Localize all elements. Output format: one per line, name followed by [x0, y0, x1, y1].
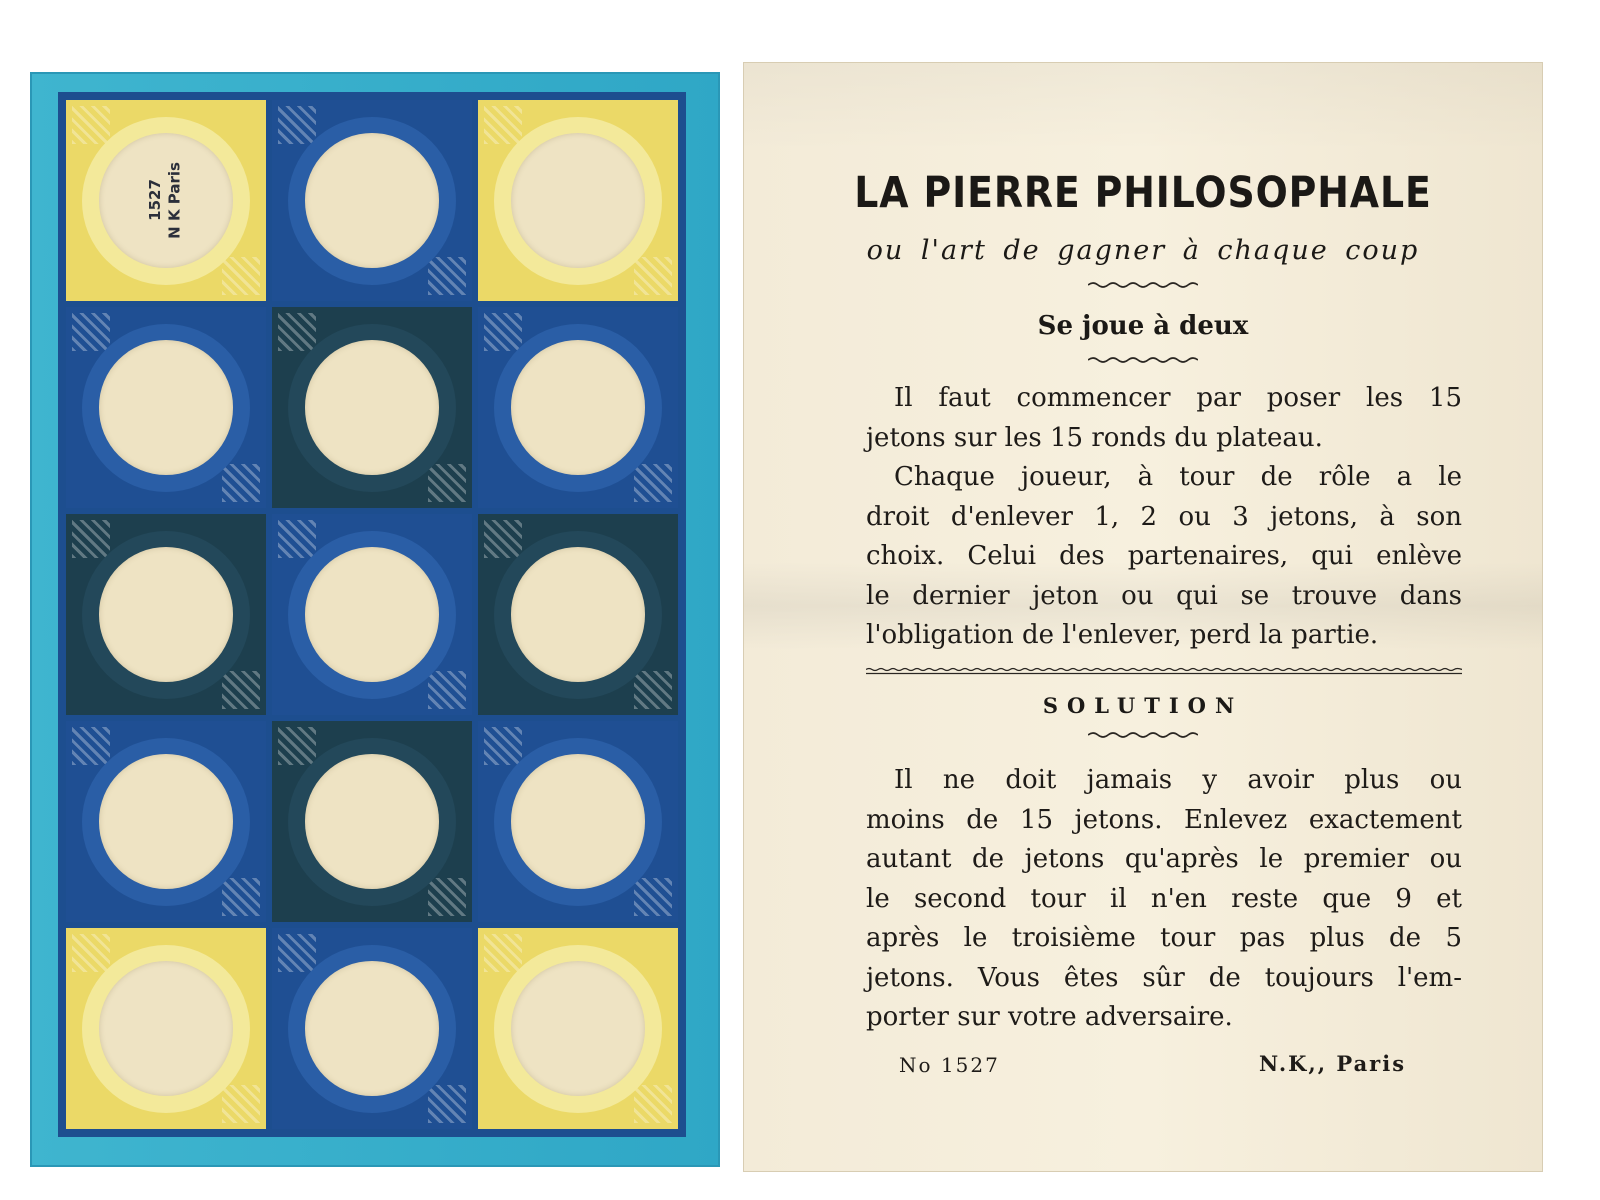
- text-line: le dernier jeton ou qui se trouve dans: [866, 580, 1462, 611]
- leaflet-title: LA PIERRE PHILOSOPHALE: [854, 168, 1432, 218]
- text-line: droit d'enlever 1, 2 ou 3 jetons, à son: [866, 501, 1462, 532]
- board-ring: [494, 531, 662, 699]
- rules-leaflet: [743, 62, 1543, 1172]
- board-ring: [494, 945, 662, 1113]
- board-ring: [82, 324, 250, 492]
- double-rule-divider: [866, 667, 1462, 675]
- board-ring: [82, 531, 250, 699]
- token-spot: [305, 340, 439, 474]
- maker-stamp: [146, 162, 185, 239]
- text-line: le second tour il n'en reste que 9 et: [866, 883, 1462, 914]
- board-cell: [66, 514, 266, 715]
- stamp-maker: N K Paris: [165, 162, 184, 239]
- text-line: après le troisième tour pas plus de 5: [866, 923, 1462, 953]
- board-cell: [478, 514, 678, 715]
- solution-text: [866, 761, 1462, 1038]
- token-spot: [511, 754, 645, 888]
- token-spot: [99, 754, 233, 888]
- text-line: autant de jetons qu'après le premier ou: [866, 844, 1462, 874]
- board-ring: [82, 117, 250, 285]
- token-spot: [511, 547, 645, 681]
- board-ring: [494, 738, 662, 906]
- text-line: porter sur votre adversaire.: [866, 1002, 1233, 1032]
- token-spot: [99, 961, 233, 1095]
- board-cell: [66, 721, 266, 922]
- token-spot: [99, 340, 233, 474]
- board-ring: [288, 117, 456, 285]
- board-cell: [272, 928, 472, 1129]
- text-line: jetons sur les 15 ronds du plateau.: [866, 422, 1323, 453]
- board-cell: [478, 928, 678, 1129]
- catalog-number: No 1527: [899, 1053, 1000, 1077]
- text-line: Il faut commencer par poser les 15: [894, 383, 1462, 413]
- token-spot: [305, 961, 439, 1095]
- board-cell: [66, 307, 266, 508]
- rules-text: [866, 379, 1462, 656]
- board-cell: [272, 721, 472, 922]
- ornament-divider: [1088, 731, 1198, 739]
- text-line: l'obligation de l'enlever, perd la partie.: [866, 620, 1379, 650]
- board-cell: [478, 307, 678, 508]
- board-ring: [288, 738, 456, 906]
- board-ring: [82, 945, 250, 1113]
- board-cell: [478, 100, 678, 301]
- ornament-divider: [1088, 281, 1198, 289]
- game-board: [58, 92, 686, 1137]
- text-line: Chaque joueur, à tour de rôle a le: [894, 462, 1462, 492]
- board-ring: [288, 324, 456, 492]
- board-cell: [66, 100, 266, 301]
- text-line: jetons. Vous êtes sûr de toujours l'em-: [866, 962, 1462, 993]
- text-line: Il ne doit jamais y avoir plus ou: [894, 765, 1462, 795]
- text-line: choix. Celui des partenaires, qui enlève: [866, 541, 1462, 571]
- text-line: moins de 15 jetons. Enlevez exactement: [866, 804, 1462, 835]
- token-spot: [99, 547, 233, 681]
- token-spot: [511, 340, 645, 474]
- leaflet-subtitle: ou l'art de gagner à chaque coup: [866, 235, 1420, 266]
- board-cell: [272, 100, 472, 301]
- token-spot: [511, 133, 645, 267]
- token-spot: [305, 754, 439, 888]
- board-ring: [494, 117, 662, 285]
- board-ring: [494, 324, 662, 492]
- token-spot: [305, 133, 439, 267]
- board-ring: [82, 738, 250, 906]
- board-cell: [478, 721, 678, 922]
- board-cell: [272, 307, 472, 508]
- board-cell: [66, 928, 266, 1129]
- stamp-number: 1527: [146, 179, 165, 222]
- token-spot: [99, 133, 233, 267]
- game-board-card: [30, 72, 720, 1167]
- publisher-name: N.K,, Paris: [1259, 1051, 1407, 1076]
- board-ring: [288, 531, 456, 699]
- ornament-divider: [1088, 356, 1198, 364]
- board-cell: [272, 514, 472, 715]
- solution-heading: SOLUTION: [1042, 693, 1244, 718]
- play-heading: Se joue à deux: [1037, 311, 1249, 341]
- token-spot: [305, 547, 439, 681]
- board-ring: [288, 945, 456, 1113]
- token-spot: [511, 961, 645, 1095]
